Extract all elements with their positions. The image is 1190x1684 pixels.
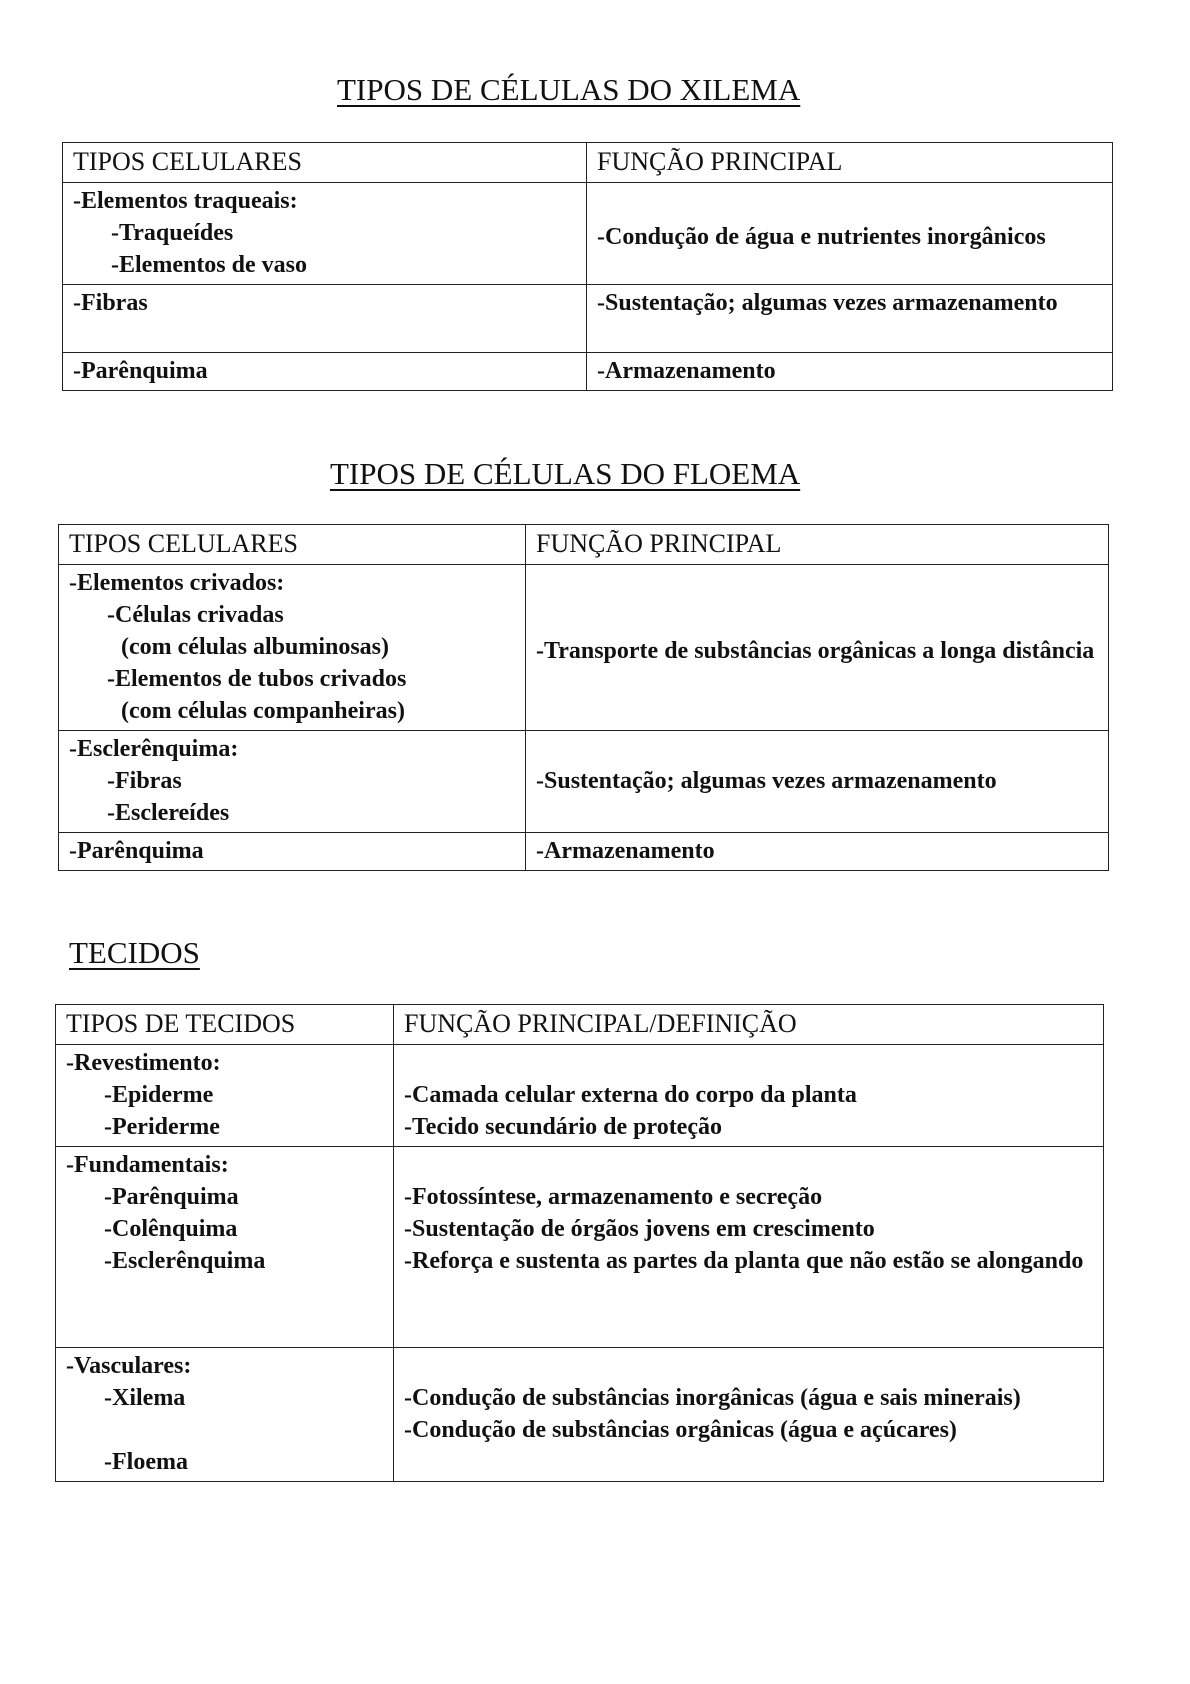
function-text: -Camada celular externa do corpo da planta	[404, 1082, 857, 1108]
column-header-funcao: FUNÇÃO PRINCIPAL	[526, 525, 1109, 565]
column-header-tipos: TIPOS CELULARES	[59, 525, 526, 565]
function-text: -Sustentação; algumas vezes armazenamento	[597, 290, 1058, 316]
xilema-table	[62, 142, 1113, 391]
item-label: -Fibras	[107, 768, 182, 794]
table-header-row	[56, 1005, 1104, 1045]
table-row	[63, 183, 1113, 285]
function-text: -Condução de substâncias inorgânicas (água e sais minerais)	[404, 1385, 1021, 1411]
function-text: -Sustentação de órgãos jovens em crescimento	[404, 1216, 875, 1242]
cell-funcao	[394, 1348, 1104, 1482]
function-text: -Condução de substâncias orgânicas (água e açúcares)	[404, 1417, 957, 1443]
function-text: -Sustentação; algumas vezes armazenamento	[536, 768, 997, 794]
cell-tipo	[56, 1045, 394, 1147]
tecidos-title: TECIDOS	[69, 935, 200, 970]
table-row	[59, 731, 1109, 833]
cell-tipo	[63, 285, 587, 353]
item-label: -Células crivadas	[107, 602, 284, 628]
cell-tipo	[56, 1147, 394, 1348]
column-header-tipos: TIPOS DE TECIDOS	[56, 1005, 394, 1045]
item-note: (com células albuminosas)	[121, 634, 390, 660]
group-label: -Elementos crivados:	[69, 570, 285, 596]
item-label: -Esclereídes	[107, 800, 230, 826]
cell-funcao	[587, 353, 1113, 391]
table-header-row	[59, 525, 1109, 565]
floema-title: TIPOS DE CÉLULAS DO FLOEMA	[330, 456, 801, 491]
cell-tipo	[56, 1348, 394, 1482]
function-text: -Armazenamento	[597, 358, 776, 384]
item-label: -Floema	[104, 1449, 188, 1475]
group-label: -Revestimento:	[66, 1050, 221, 1076]
cell-funcao	[587, 285, 1113, 353]
cell-funcao	[526, 731, 1109, 833]
cell-funcao	[587, 183, 1113, 285]
cell-funcao	[526, 833, 1109, 871]
table-header-row	[63, 143, 1113, 183]
group-label: -Vasculares:	[66, 1353, 192, 1379]
function-text: -Transporte de substâncias orgânicas a longa distância	[536, 638, 1095, 664]
tecidos-table	[55, 1004, 1104, 1482]
table-row	[59, 565, 1109, 731]
column-header-funcao: FUNÇÃO PRINCIPAL	[587, 143, 1113, 183]
xilema-title: TIPOS DE CÉLULAS DO XILEMA	[337, 72, 801, 107]
cell-funcao	[526, 565, 1109, 731]
cell-tipo	[59, 833, 526, 871]
function-text: -Tecido secundário de proteção	[404, 1114, 722, 1140]
floema-table	[58, 524, 1109, 871]
table-row	[56, 1348, 1104, 1482]
item-label: -Esclerênquima	[104, 1248, 266, 1274]
function-text: -Condução de água e nutrientes inorgânicos	[597, 224, 1046, 250]
cell-tipo	[59, 731, 526, 833]
table-row	[63, 285, 1113, 353]
column-header-funcao: FUNÇÃO PRINCIPAL/DEFINIÇÃO	[394, 1005, 1104, 1045]
item-label: -Colênquima	[104, 1216, 238, 1242]
function-text: -Fotossíntese, armazenamento e secreção	[404, 1184, 823, 1210]
group-label: -Fibras	[73, 290, 148, 316]
function-text: -Reforça e sustenta as partes da planta que não estão se alongando	[404, 1248, 1084, 1274]
cell-funcao	[394, 1147, 1104, 1348]
item-label: -Xilema	[104, 1385, 186, 1411]
table-row	[56, 1045, 1104, 1147]
item-label: -Traqueídes	[111, 220, 234, 246]
table-row	[56, 1147, 1104, 1348]
item-label: -Epiderme	[104, 1082, 214, 1108]
group-label: -Esclerênquima:	[69, 736, 239, 762]
table-row	[63, 353, 1113, 391]
item-label: -Elementos de vaso	[111, 252, 307, 278]
cell-tipo	[63, 183, 587, 285]
group-label: -Fundamentais:	[66, 1152, 229, 1178]
function-text: -Armazenamento	[536, 838, 715, 864]
item-label: -Periderme	[104, 1114, 220, 1140]
table-row	[59, 833, 1109, 871]
cell-funcao	[394, 1045, 1104, 1147]
item-label: -Elementos de tubos crivados	[107, 666, 407, 692]
item-label: -Parênquima	[104, 1184, 239, 1210]
column-header-tipos: TIPOS CELULARES	[63, 143, 587, 183]
cell-tipo	[59, 565, 526, 731]
group-label: -Parênquima	[69, 838, 204, 864]
item-note: (com células companheiras)	[121, 698, 405, 724]
group-label: -Parênquima	[73, 358, 208, 384]
cell-tipo	[63, 353, 587, 391]
group-label: -Elementos traqueais:	[73, 188, 298, 214]
